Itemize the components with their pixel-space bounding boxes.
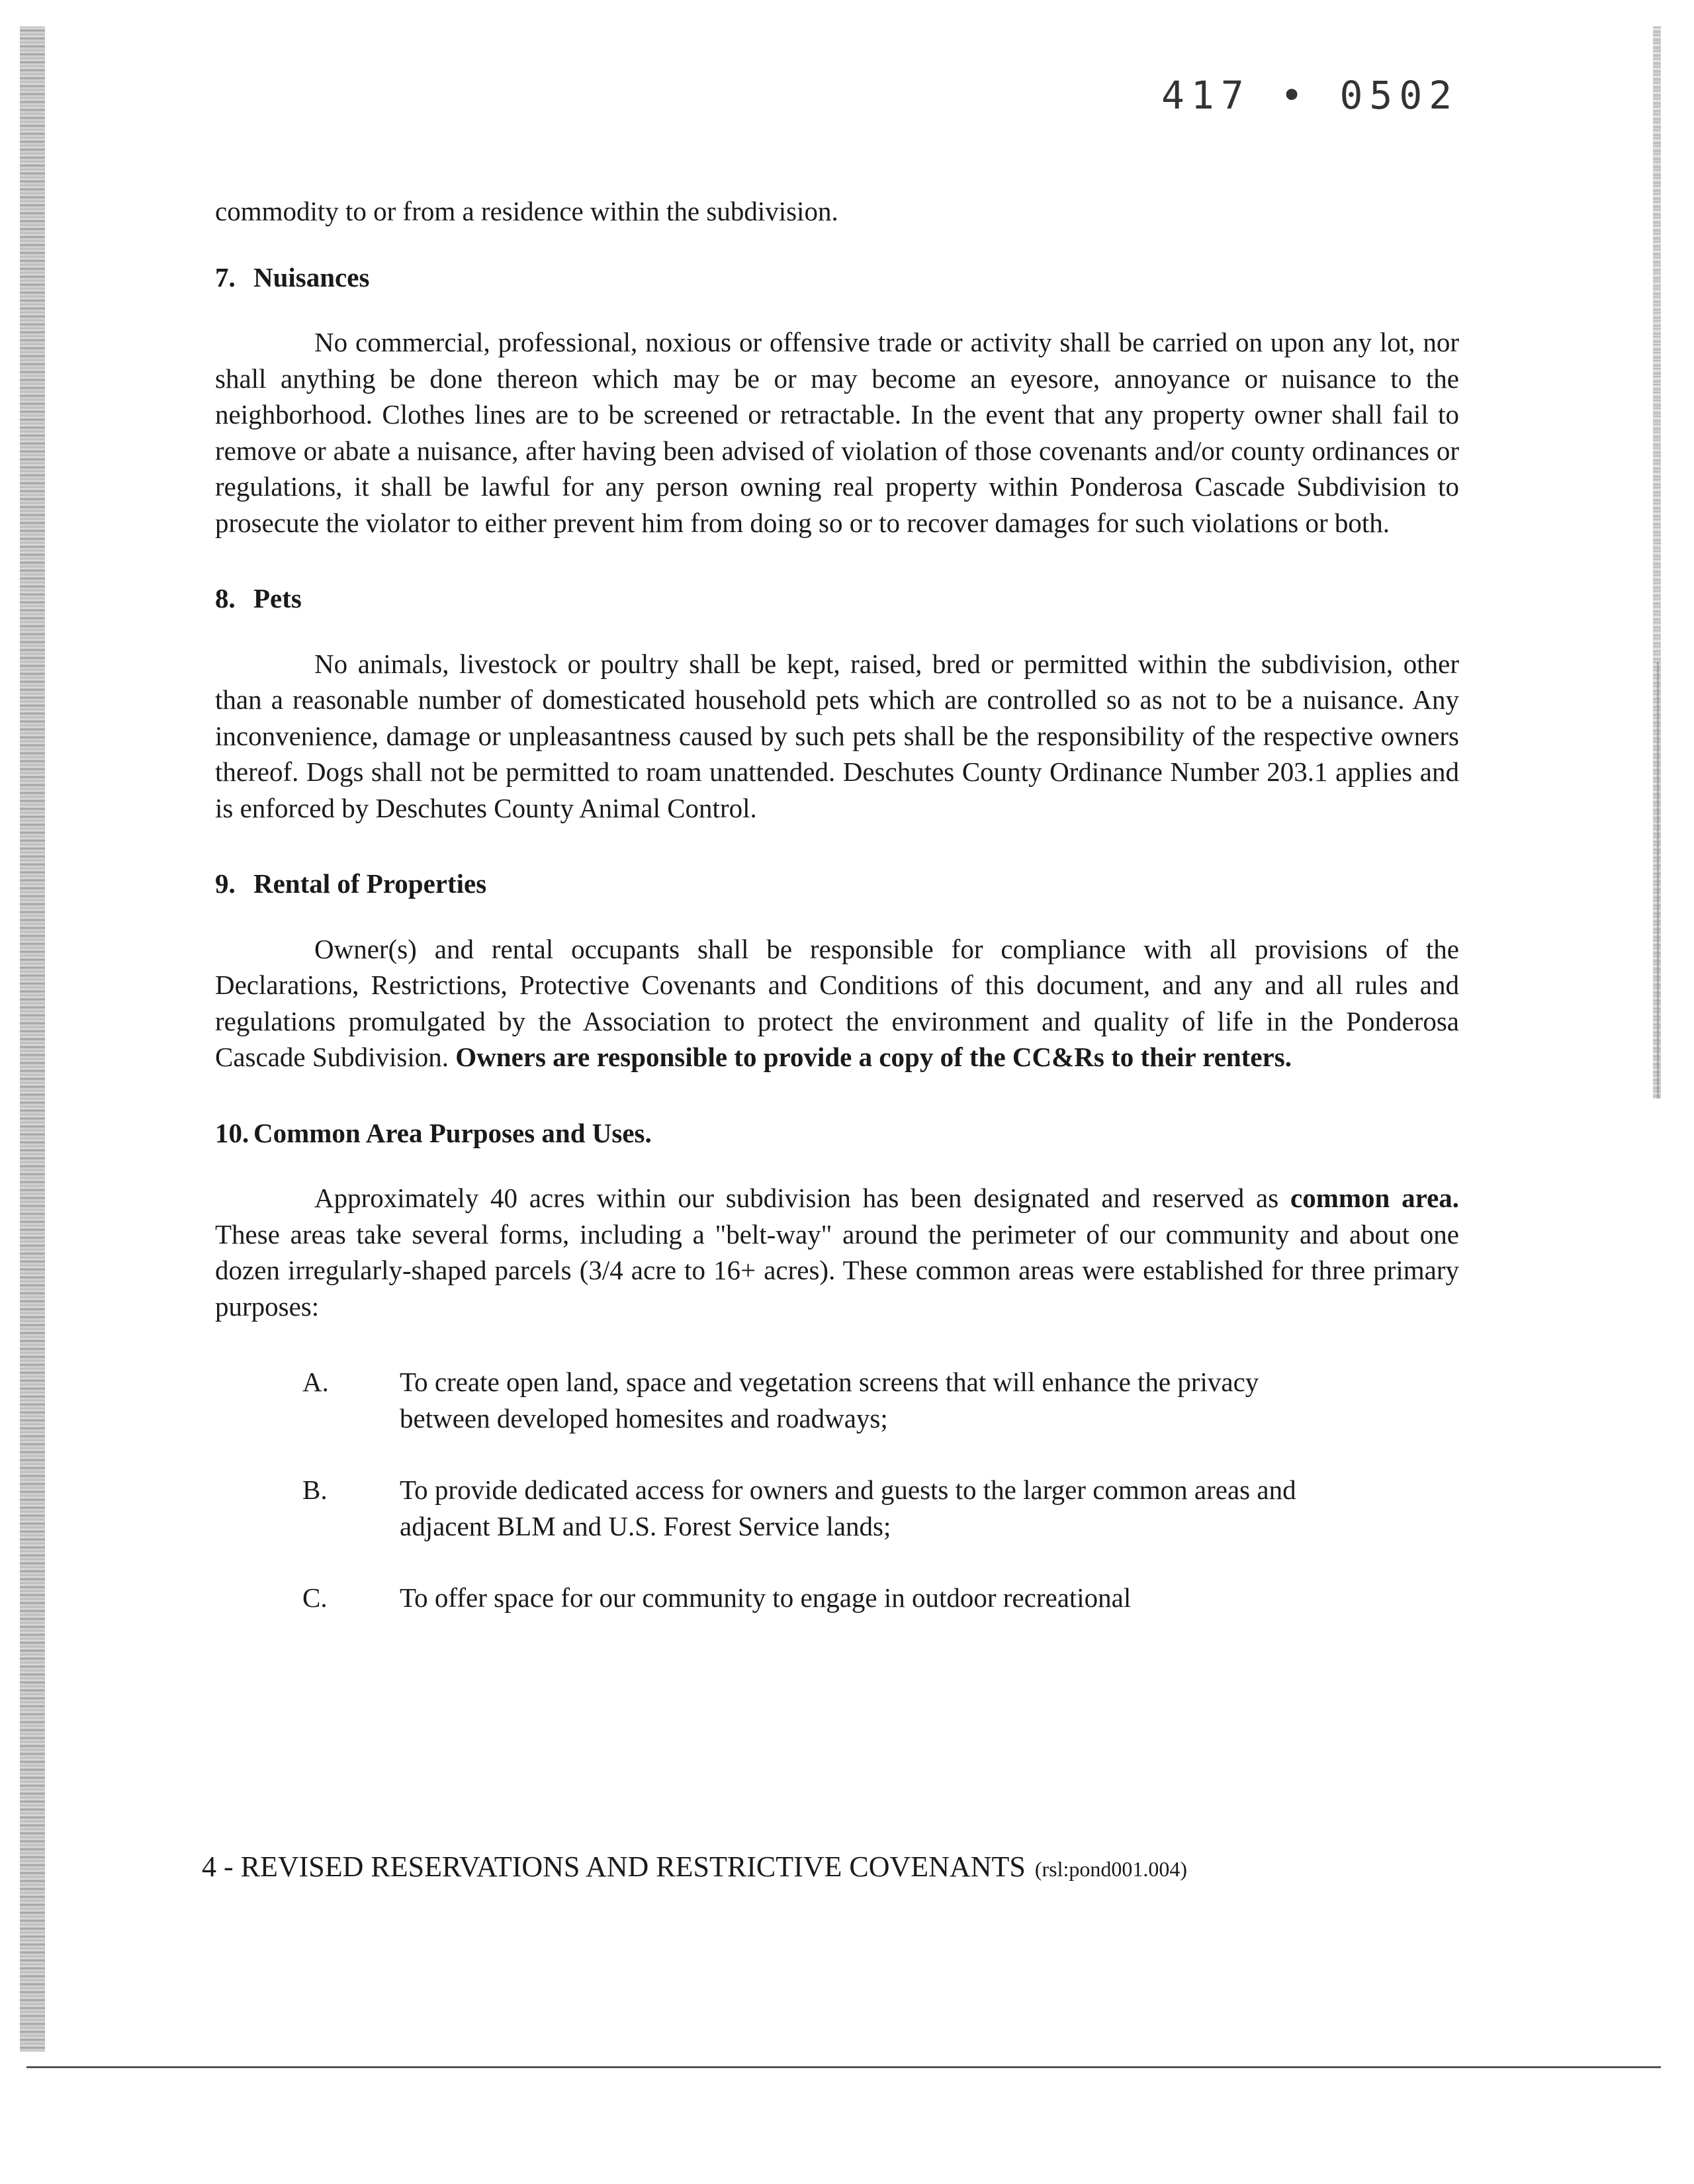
section-body-bold: Owners are responsible to provide a copy of the CC&Rs to their renters. xyxy=(455,1042,1292,1072)
list-letter: B. xyxy=(302,1475,328,1505)
section-heading xyxy=(215,1115,1459,1152)
section-number: 9. xyxy=(215,868,236,899)
section-body-text: Owner(s) and rental occupants shall be responsible for compliance with all provisions of the Declarations, Restrictions, Protective Covenants and Conditions of this document, and any and all rules and regulations promulgated by the Association to protect the environment and quality of life in the Ponderosa Cascade Subdivision. xyxy=(215,933,1459,1072)
list-text: To provide dedicated access for owners and guests to the larger common areas and adjacent BLM and U.S. Forest Service lands; xyxy=(400,1475,1296,1541)
page-footer xyxy=(202,1850,1187,1884)
scan-edge-right-tail xyxy=(1657,662,1659,1099)
section-common-area xyxy=(215,1115,1459,1616)
purposes-list xyxy=(215,1364,1459,1616)
page-number: 417 • 0502 xyxy=(1161,73,1459,118)
section-body-bold: common area. xyxy=(1290,1183,1460,1213)
document-body xyxy=(215,193,1459,1652)
list-text: To create open land, space and vegetation screens that will enhance the privacy between developed homesites and roadways; xyxy=(400,1367,1259,1433)
continued-text: commodity to or from a residence within the subdivision. xyxy=(215,196,838,226)
list-item xyxy=(302,1472,1459,1544)
section-number: 7. xyxy=(215,261,236,293)
list-letter: C. xyxy=(302,1582,328,1613)
section-number: 10. xyxy=(215,1117,249,1148)
section-body xyxy=(215,931,1459,1075)
bottom-rule xyxy=(26,2066,1661,2068)
section-title: Rental of Properties xyxy=(253,868,487,899)
section-body xyxy=(215,1180,1459,1324)
scan-edge-left xyxy=(20,26,45,2052)
section-heading xyxy=(215,259,1459,296)
list-text: To offer space for our community to engage in outdoor recreational xyxy=(400,1582,1132,1613)
section-body: No animals, livestock or poultry shall be kept, raised, bred or permitted within the subdivision, other than a reasonable number of domesticated household pets which are controlled so as not to be a nuisance. Any inconvenience, damage or unpleasantness caused by such pets shall be the responsibility of the respective owners thereof. Dogs shall not be permitted to roam unattended. Deschutes County Ordinance Number 203.1 applies and is enforced by Deschutes County Animal Control. xyxy=(215,648,1459,823)
section-pets xyxy=(215,580,1459,826)
section-number: 8. xyxy=(215,583,236,614)
section-title: Nuisances xyxy=(253,261,370,293)
section-body-text: Approximately 40 acres within our subdivision has been designated and reserved as xyxy=(314,1183,1279,1213)
section-body-text: These areas take several forms, including a "belt-way" around the perimeter of our community and about one dozen irregularly-shaped parcels (3/4 acre to 16+ acres). These common areas were established for three primary purposes: xyxy=(215,1218,1459,1322)
section-rental xyxy=(215,866,1459,1075)
section-title: Common Area Purposes and Uses. xyxy=(253,1117,652,1148)
footer-code: (rsl:pond001.004) xyxy=(1034,1857,1188,1881)
section-heading xyxy=(215,580,1459,617)
list-letter: A. xyxy=(302,1367,329,1397)
section-title: Pets xyxy=(253,583,302,614)
list-item xyxy=(302,1580,1459,1616)
section-nuisances xyxy=(215,259,1459,541)
section-heading xyxy=(215,866,1459,902)
list-item xyxy=(302,1364,1459,1436)
footer-title: 4 - REVISED RESERVATIONS AND RESTRICTIVE COVENANTS xyxy=(202,1850,1026,1883)
section-body: No commercial, professional, noxious or offensive trade or activity shall be carried on upon any lot, nor shall anything be done thereon which may be or may become an eyesore, annoyance or nuisance to the neighborhood. Clothes lines are to be screened or retractable. In the event that any property owner shall fail to remove or abate a nuisance, after having been advised of violation of those covenants and/or county ordinances or regulations, it shall be lawful for any person owning real property within Ponderosa Cascade Subdivision to prosecute the violator to either prevent him from doing so or to recover damages for such violations or both. xyxy=(215,327,1459,538)
